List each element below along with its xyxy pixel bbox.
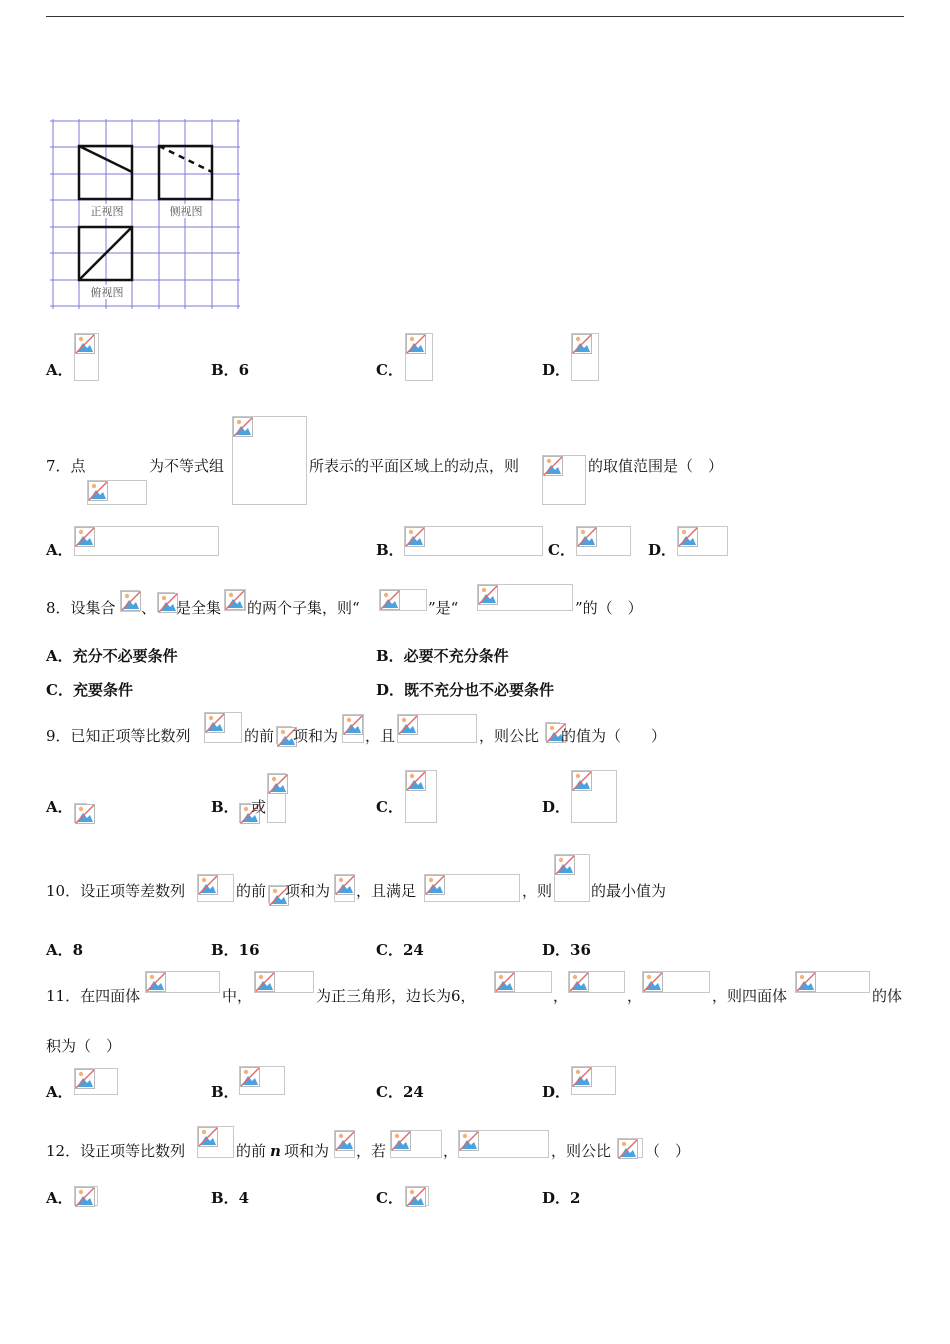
q10-stem-2: 的前 bbox=[236, 882, 267, 900]
formula-image bbox=[576, 526, 631, 556]
formula-image bbox=[267, 773, 286, 823]
q12-option-a[interactable]: A． bbox=[46, 1189, 73, 1207]
q9-stem-5: ，则公比 bbox=[479, 727, 540, 745]
q8-stem-1: 8．设集合 bbox=[46, 599, 116, 617]
q9-option-a[interactable]: A． bbox=[46, 798, 73, 816]
formula-image bbox=[239, 803, 251, 823]
q8-stem-4: 的两个子集，则“ bbox=[247, 599, 360, 617]
q10-stem-3: 项和为 bbox=[285, 882, 331, 900]
q12-stem-6: ，则公比 bbox=[551, 1142, 612, 1160]
formula-image bbox=[458, 1130, 549, 1158]
formula-image bbox=[232, 416, 307, 505]
q11-stem-1: 11．在四面体 bbox=[46, 987, 141, 1005]
top-view-label: 俯视图 bbox=[90, 286, 124, 299]
q7-stem-1: 7．点 bbox=[46, 457, 86, 475]
q12-option-c[interactable]: C． bbox=[376, 1189, 403, 1207]
formula-image bbox=[87, 480, 147, 505]
formula-image bbox=[795, 971, 870, 993]
q9-option-b[interactable]: B． bbox=[211, 798, 239, 816]
formula-image bbox=[477, 584, 573, 611]
q10-option-d[interactable]: D．36 bbox=[542, 941, 591, 959]
q11-stem-2: 中， bbox=[222, 987, 253, 1005]
formula-image bbox=[571, 333, 599, 381]
formula-image bbox=[342, 714, 364, 743]
formula-image bbox=[204, 712, 242, 743]
q10-stem-1: 10．设正项等差数列 bbox=[46, 882, 186, 900]
q11-stem-8: 积为（ ） bbox=[46, 1037, 122, 1055]
formula-image bbox=[254, 971, 314, 993]
formula-image bbox=[334, 874, 355, 902]
q11-option-a[interactable]: A． bbox=[46, 1083, 73, 1101]
q11-option-c[interactable]: C．24 bbox=[376, 1083, 424, 1101]
formula-image bbox=[542, 455, 586, 505]
q7-stem-2: 为不等式组 bbox=[149, 457, 225, 475]
formula-image bbox=[424, 874, 520, 902]
q6-option-d[interactable]: D． bbox=[542, 361, 571, 379]
q12-stem-1: 12．设正项等比数列 bbox=[46, 1142, 186, 1160]
formula-image bbox=[239, 1066, 285, 1095]
formula-image bbox=[404, 526, 543, 556]
q8-option-c[interactable]: C．充要条件 bbox=[46, 681, 133, 699]
q9-option-b-or: 或 bbox=[251, 798, 267, 816]
three-view-figure bbox=[50, 119, 240, 309]
q8-stem-6: ”的（ ） bbox=[575, 599, 643, 617]
q11-option-b[interactable]: B． bbox=[211, 1083, 239, 1101]
formula-image bbox=[405, 770, 437, 823]
formula-image bbox=[571, 770, 617, 823]
formula-image bbox=[74, 1068, 118, 1095]
formula-image bbox=[145, 971, 220, 993]
q11-stem-3: 为正三角形，边长为6， bbox=[316, 987, 476, 1005]
q8-stem-3: 是全集 bbox=[176, 599, 222, 617]
formula-image bbox=[571, 1066, 616, 1095]
formula-image bbox=[390, 1130, 442, 1158]
q9-option-c[interactable]: C． bbox=[376, 798, 403, 816]
formula-image bbox=[405, 333, 433, 381]
q8-option-a[interactable]: A．充分不必要条件 bbox=[46, 647, 178, 665]
q8-stem-2: 、 bbox=[141, 599, 157, 617]
top-rule bbox=[46, 16, 904, 17]
formula-image bbox=[74, 526, 219, 556]
q11-stem-7: 的体 bbox=[872, 987, 903, 1005]
q11-stem-6: ，则四面体 bbox=[712, 987, 788, 1005]
q8-stem-5: ”是“ bbox=[428, 599, 459, 617]
q12-variable-n: n bbox=[270, 1142, 281, 1160]
q9-stem-2: 的前 bbox=[244, 727, 275, 745]
formula-image bbox=[568, 971, 625, 993]
formula-image bbox=[494, 971, 552, 993]
formula-image bbox=[397, 714, 477, 743]
formula-image bbox=[268, 885, 285, 903]
formula-image bbox=[197, 1126, 234, 1158]
formula-image bbox=[545, 722, 560, 741]
formula-image bbox=[677, 526, 728, 556]
q10-stem-5: ，则 bbox=[522, 882, 553, 900]
side-view-label: 侧视图 bbox=[169, 205, 203, 218]
formula-image bbox=[642, 971, 710, 993]
q8-option-d[interactable]: D．既不充分也不必要条件 bbox=[376, 681, 555, 699]
formula-image bbox=[334, 1130, 355, 1158]
q10-option-c[interactable]: C．24 bbox=[376, 941, 424, 959]
q7-option-b[interactable]: B． bbox=[376, 541, 404, 559]
q6-option-a[interactable]: A． bbox=[46, 361, 73, 379]
q9-stem-6: 的值为（ ） bbox=[561, 727, 667, 745]
q7-option-a[interactable]: A． bbox=[46, 541, 73, 559]
formula-image bbox=[405, 1186, 429, 1206]
q9-stem-4: ，且 bbox=[365, 727, 396, 745]
q8-option-b[interactable]: B．必要不充分条件 bbox=[376, 647, 509, 665]
formula-image bbox=[554, 854, 590, 902]
q9-option-d[interactable]: D． bbox=[542, 798, 571, 816]
formula-image bbox=[224, 589, 246, 611]
q12-stem-7: （ ） bbox=[645, 1142, 691, 1160]
q6-option-c[interactable]: C． bbox=[376, 361, 403, 379]
formula-image bbox=[276, 726, 292, 744]
q7-stem-4: 的取值范围是（ ） bbox=[588, 457, 724, 475]
q12-stem-5: ， bbox=[443, 1142, 459, 1160]
q12-stem-2: 的前 bbox=[236, 1142, 267, 1160]
q12-stem-3: 项和为 bbox=[284, 1142, 330, 1160]
q9-stem-3: 项和为 bbox=[293, 727, 339, 745]
q10-stem-4: ，且满足 bbox=[356, 882, 417, 900]
q7-option-c[interactable]: C． bbox=[548, 541, 575, 559]
formula-image bbox=[157, 592, 175, 612]
q11-option-d[interactable]: D． bbox=[542, 1083, 571, 1101]
q10-option-b[interactable]: B．16 bbox=[211, 941, 260, 959]
q11-stem-5: ， bbox=[627, 987, 643, 1005]
formula-image bbox=[197, 874, 234, 902]
formula-image bbox=[379, 589, 427, 611]
formula-image bbox=[120, 590, 140, 612]
q7-option-d[interactable]: D． bbox=[648, 541, 677, 559]
q6-option-b[interactable]: B．6 bbox=[211, 361, 250, 379]
formula-image bbox=[74, 1186, 98, 1206]
formula-image bbox=[617, 1138, 643, 1158]
q7-stem-3: 所表示的平面区域上的动点，则 bbox=[309, 457, 520, 475]
q10-option-a[interactable]: A．8 bbox=[46, 941, 84, 959]
formula-image bbox=[74, 333, 99, 381]
q10-stem-6: 的最小值为 bbox=[591, 882, 667, 900]
q12-option-d[interactable]: D．2 bbox=[542, 1189, 581, 1207]
formula-image bbox=[74, 803, 87, 823]
q11-stem-4: ， bbox=[553, 987, 569, 1005]
q9-stem-1: 9．已知正项等比数列 bbox=[46, 727, 191, 745]
q12-stem-4: ，若 bbox=[356, 1142, 387, 1160]
front-view-label: 正视图 bbox=[90, 205, 124, 218]
q12-option-b[interactable]: B．4 bbox=[211, 1189, 250, 1207]
